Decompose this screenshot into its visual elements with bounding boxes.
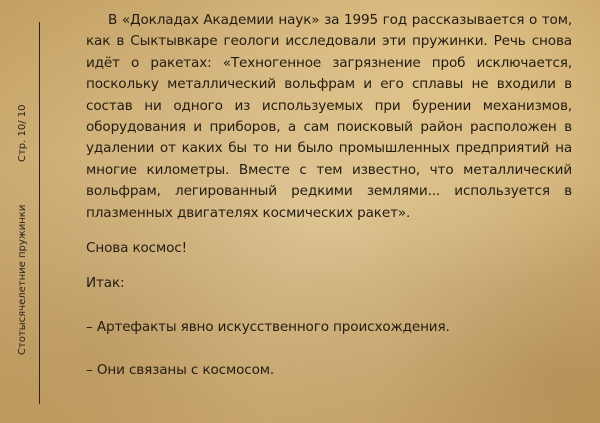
margin-rule bbox=[39, 22, 40, 404]
conclusion-item: – Они связаны с космосом. bbox=[86, 362, 275, 379]
main-paragraph: В «Докладах Академии наук» за 1995 год рассказывается о том, как в Сыктывкаре геологи исследовали эти пружинки. Речь снова идёт о ракетах: «Техногенное загрязнение проб исключается, поскольку металлический вольфрам и его сплавы не входили в состав ни одного из используемых при бурении механизмов, оборудования и приборов, а сам поисковый район расположен в удалении от каких бы то ни было промышленных предприятий на многие километры. Вместе с тем известно, что металлический вольфрам, легированный редкими землями... используется в плазменных двигателях космических ракет». bbox=[86, 12, 572, 221]
body-text bbox=[86, 10, 572, 382]
exclamation-line: Снова космос! bbox=[86, 240, 187, 257]
summary-heading: Итак: bbox=[86, 275, 125, 292]
page-number: Стр. 10/ 10 bbox=[17, 104, 28, 162]
running-title: Стотысячелетние пружинки bbox=[17, 204, 28, 355]
conclusion-item: – Артефакты явно искусственного происхождения. bbox=[86, 318, 450, 335]
